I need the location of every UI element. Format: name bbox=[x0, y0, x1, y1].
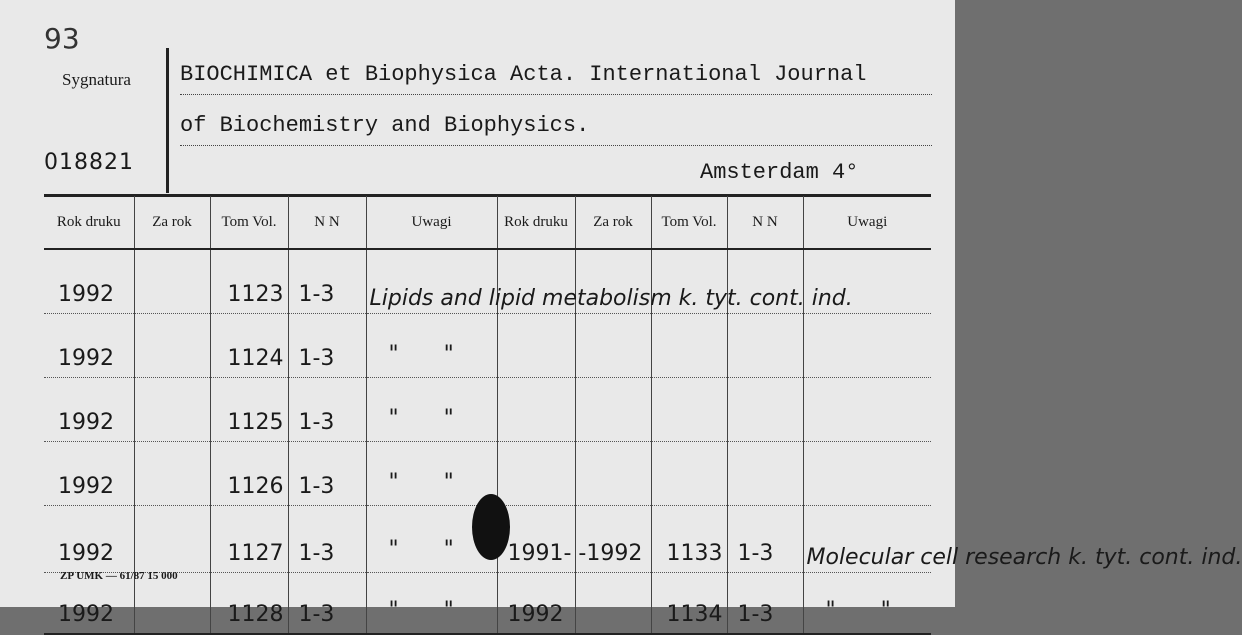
note-cell bbox=[803, 314, 931, 378]
nn-cell bbox=[727, 378, 803, 442]
header-year: Rok druku bbox=[44, 196, 134, 249]
nn-cell: 1-3 bbox=[288, 442, 366, 506]
title-line-2: of Biochemistry and Biophysics. bbox=[180, 113, 590, 138]
year-cell: 1992 bbox=[497, 573, 575, 635]
for-year-cell bbox=[575, 378, 651, 442]
for-year-cell bbox=[575, 314, 651, 378]
punch-hole bbox=[472, 494, 510, 560]
year-cell: 1992 bbox=[44, 249, 134, 314]
note-cell: " " bbox=[366, 314, 497, 378]
table-row bbox=[44, 378, 931, 442]
call-number: 018821 bbox=[44, 150, 134, 175]
year-cell bbox=[497, 378, 575, 442]
dotted-rule bbox=[180, 94, 932, 95]
year-cell bbox=[497, 442, 575, 506]
for-year-cell bbox=[134, 442, 210, 506]
volume-cell: 1125 bbox=[210, 378, 288, 442]
nn-cell: 1-3 bbox=[727, 573, 803, 635]
nn-cell bbox=[727, 442, 803, 506]
nn-cell: 1-3 bbox=[288, 249, 366, 314]
year-cell: 1992 bbox=[44, 314, 134, 378]
note-cell: Molecular cell research k. tyt. cont. ind. bbox=[803, 506, 931, 573]
year-cell bbox=[497, 314, 575, 378]
note-cell: " " bbox=[366, 573, 497, 635]
note-cell: " " bbox=[366, 442, 497, 506]
header-for-year: Za rok bbox=[134, 196, 210, 249]
nn-cell: 1-3 bbox=[288, 506, 366, 573]
header-year: Rok druku bbox=[497, 196, 575, 249]
for-year-cell bbox=[134, 506, 210, 573]
volume-cell: 1126 bbox=[210, 442, 288, 506]
header-volume: Tom Vol. bbox=[210, 196, 288, 249]
nn-cell: 1-3 bbox=[727, 506, 803, 573]
dotted-rule bbox=[180, 145, 932, 146]
nn-cell bbox=[727, 314, 803, 378]
volume-cell: 1123 bbox=[210, 249, 288, 314]
header-nn: N N bbox=[727, 196, 803, 249]
volume-cell bbox=[651, 442, 727, 506]
volume-cell bbox=[651, 314, 727, 378]
header-nn: N N bbox=[288, 196, 366, 249]
note-cell bbox=[803, 378, 931, 442]
volume-cell: 1134 bbox=[651, 573, 727, 635]
volume-cell bbox=[651, 378, 727, 442]
year-cell: 1992 bbox=[44, 506, 134, 573]
for-year-cell bbox=[575, 573, 651, 635]
header-for-year: Za rok bbox=[575, 196, 651, 249]
year-cell: 1992 bbox=[44, 442, 134, 506]
corner-number: 93 bbox=[44, 22, 80, 55]
for-year-cell bbox=[134, 314, 210, 378]
signature-label: Sygnatura bbox=[62, 70, 131, 89]
note-cell bbox=[803, 442, 931, 506]
for-year-cell bbox=[134, 378, 210, 442]
title-line-1: BIOCHIMICA et Biophysica Acta. International Journal bbox=[180, 62, 867, 87]
volume-cell: 1133 bbox=[651, 506, 727, 573]
header-notes: Uwagi bbox=[803, 196, 931, 249]
table-row bbox=[44, 249, 931, 314]
year-cell: 1992 bbox=[44, 378, 134, 442]
header-volume: Tom Vol. bbox=[651, 196, 727, 249]
nn-cell: 1-3 bbox=[288, 378, 366, 442]
header-divider bbox=[166, 48, 169, 193]
for-year-cell bbox=[575, 442, 651, 506]
volume-cell: 1127 bbox=[210, 506, 288, 573]
year-cell: 1991- -1992 bbox=[497, 506, 575, 573]
table-header-row bbox=[44, 196, 931, 249]
note-cell: Lipids and lipid metabolism k. tyt. cont. ind. bbox=[366, 249, 497, 314]
note-cell: " " bbox=[803, 573, 931, 635]
volume-cell: 1124 bbox=[210, 314, 288, 378]
note-cell: " " bbox=[366, 378, 497, 442]
table-row bbox=[44, 314, 931, 378]
nn-cell: 1-3 bbox=[288, 573, 366, 635]
year-cell: 1992 bbox=[44, 573, 134, 635]
volume-cell: 1128 bbox=[210, 573, 288, 635]
nn-cell: 1-3 bbox=[288, 314, 366, 378]
place-format: Amsterdam 4° bbox=[700, 160, 859, 185]
for-year-cell bbox=[134, 249, 210, 314]
note-cell: " " bbox=[366, 506, 497, 573]
header-notes: Uwagi bbox=[366, 196, 497, 249]
print-footer: ZP UMK — 61/87 15 000 bbox=[60, 570, 178, 582]
